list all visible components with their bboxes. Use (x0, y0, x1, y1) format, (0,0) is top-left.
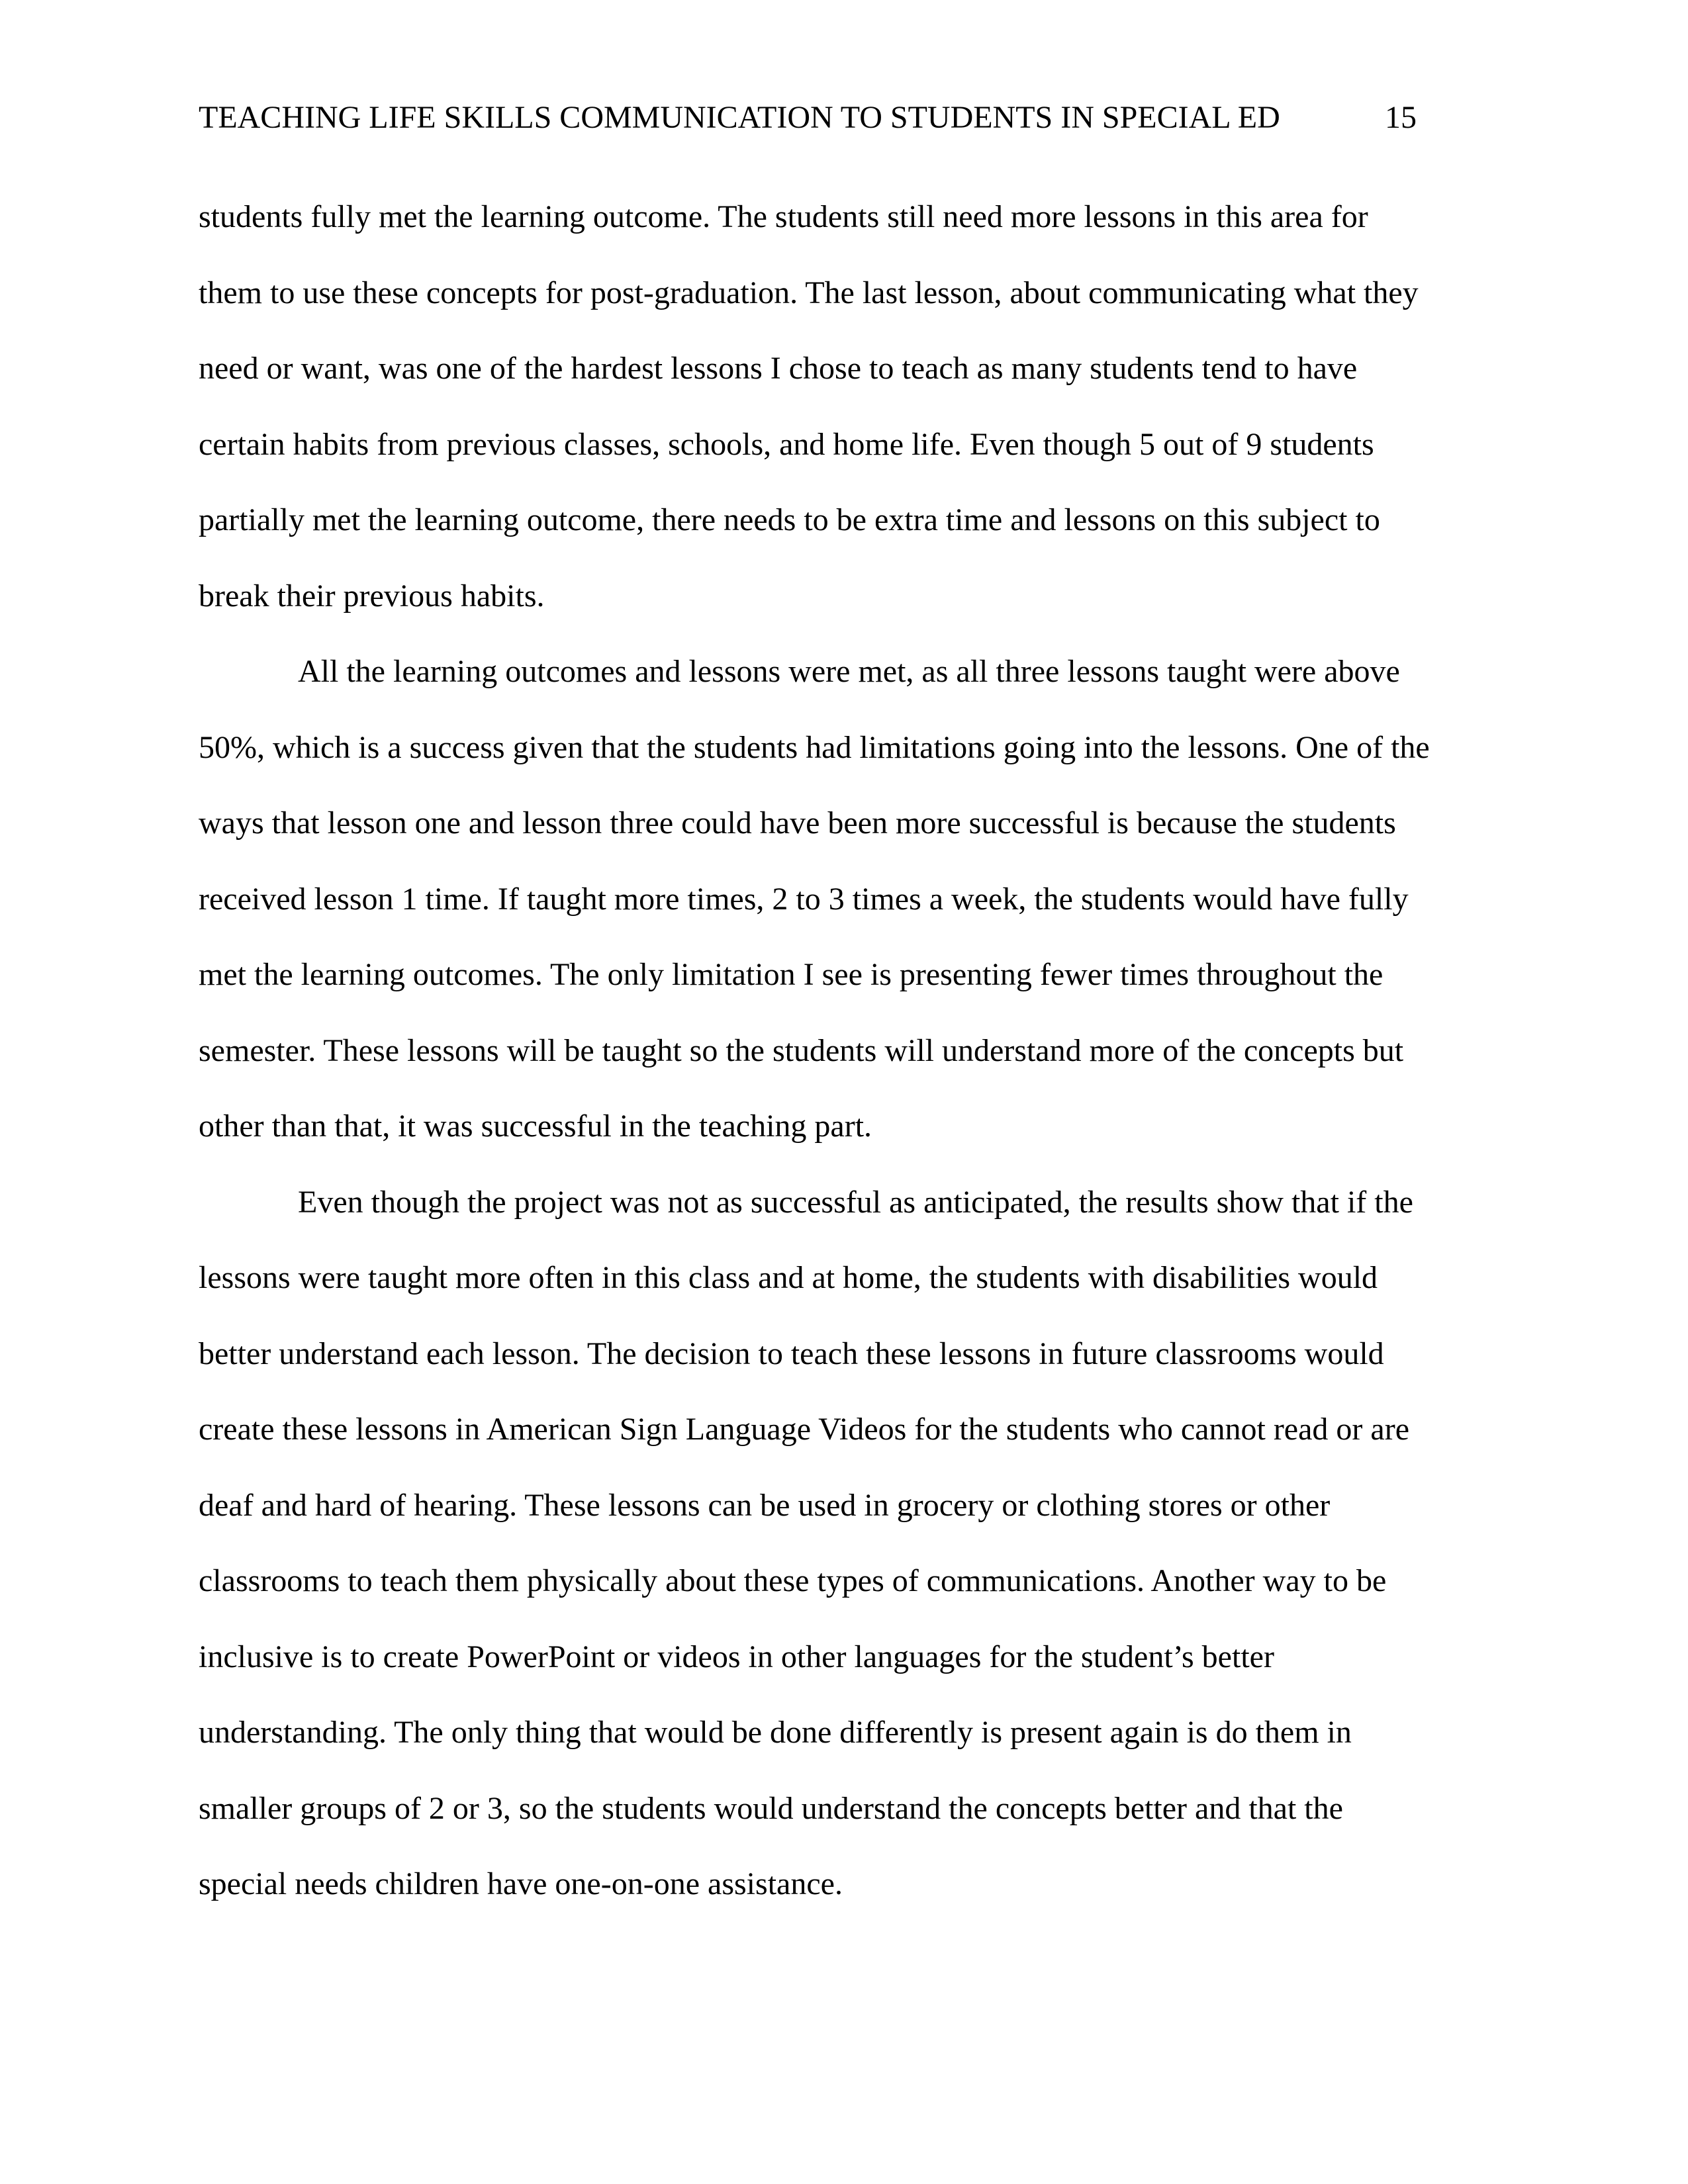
body-text (199, 197, 1496, 1940)
text-line: students fully met the learning outcome. The students still need more lessons in this area for (199, 199, 1368, 234)
text-line: smaller groups of 2 or 3, so the students would understand the concepts better and that the (199, 1790, 1343, 1826)
text-line: Even though the project was not as successful as anticipated, the results show that if the (298, 1184, 1413, 1220)
text-line: classrooms to teach them physically about these types of communications. Another way to be (199, 1563, 1387, 1598)
text-line: 50%, which is a success given that the students had limitations going into the lessons. One of the (199, 729, 1430, 765)
page-number: 15 (1385, 100, 1417, 135)
text-line: received lesson 1 time. If taught more times, 2 to 3 times a week, the students would have fully (199, 881, 1409, 917)
text-line: inclusive is to create PowerPoint or videos in other languages for the student’s better (199, 1639, 1274, 1674)
text-line: create these lessons in American Sign Language Videos for the students who cannot read or are (199, 1412, 1409, 1447)
text-line: partially met the learning outcome, there needs to be extra time and lessons on this subject to (199, 502, 1380, 537)
text-line: special needs children have one-on-one assistance. (199, 1866, 843, 1901)
running-head-title: TEACHING LIFE SKILLS COMMUNICATION TO STUDENTS IN SPECIAL ED (199, 100, 1280, 135)
text-line: understanding. The only thing that would be done differently is present again is do them in (199, 1715, 1352, 1750)
text-line: All the learning outcomes and lessons were met, as all three lessons taught were above (298, 654, 1400, 689)
text-line: met the learning outcomes. The only limitation I see is presenting fewer times throughout the (199, 957, 1383, 992)
text-line: break their previous habits. (199, 578, 545, 614)
text-line: semester. These lessons will be taught so the students will understand more of the concepts but (199, 1032, 1404, 1068)
text-line: deaf and hard of hearing. These lessons can be used in grocery or clothing stores or other (199, 1487, 1331, 1523)
text-line: other than that, it was successful in the teaching part. (199, 1109, 872, 1144)
text-line: ways that lesson one and lesson three could have been more successful is because the students (199, 805, 1396, 841)
text-line: certain habits from previous classes, schools, and home life. Even though 5 out of 9 students (199, 426, 1374, 462)
text-line: better understand each lesson. The decision to teach these lessons in future classrooms would (199, 1336, 1384, 1371)
text-line: lessons were taught more often in this class and at home, the students with disabilities would (199, 1260, 1378, 1295)
text-line: them to use these concepts for post-graduation. The last lesson, about communicating what they (199, 275, 1419, 310)
text-line: need or want, was one of the hardest lessons I chose to teach as many students tend to have (199, 351, 1358, 386)
